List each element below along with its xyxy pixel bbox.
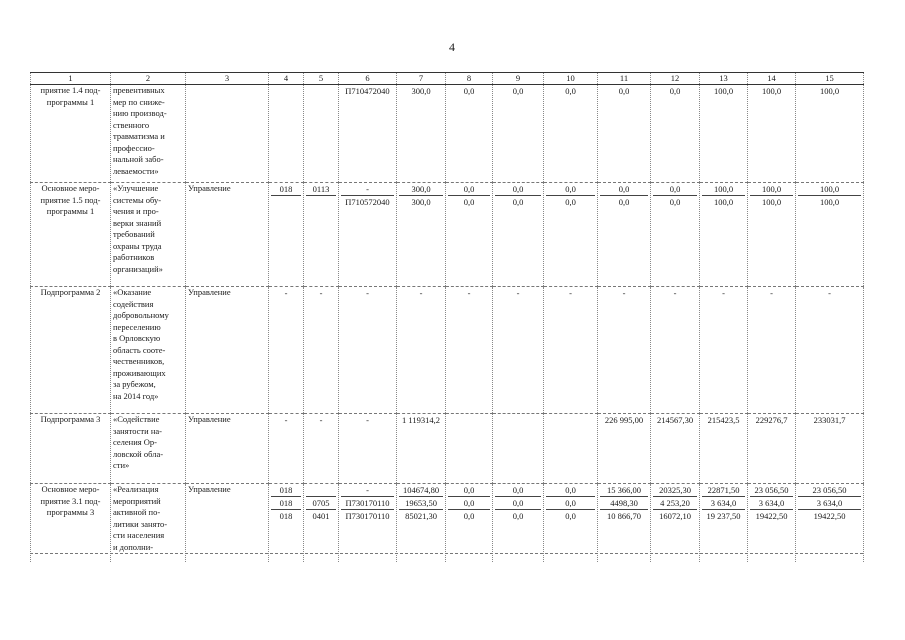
value-line: 23 056,50 — [750, 484, 793, 497]
data-table — [30, 72, 864, 562]
value-line — [271, 196, 301, 208]
value-cell — [339, 287, 397, 414]
value-line — [271, 85, 301, 97]
value-line: 0,0 — [463, 511, 475, 521]
value-line: - — [516, 288, 520, 298]
value-line: 10 866,70 — [607, 511, 641, 521]
value-cell — [339, 484, 397, 562]
column-header: 6 — [339, 73, 397, 85]
value-line: 0,0 — [495, 497, 541, 510]
column-header: 3 — [186, 73, 269, 85]
value-cell — [651, 414, 700, 484]
value-line: 4498,30 — [600, 497, 648, 510]
row-name: Основное меро- приятие 3.1 под- программы 3 — [31, 484, 111, 562]
value-line — [306, 484, 336, 497]
row-description: «Оказание содействия добровольному переселению в Орловскую область соотe- чественников, проживающих за рубежом, на 2014 год» — [111, 287, 186, 414]
value-line: 1 119314,2 — [402, 415, 440, 425]
value-line: 0,0 — [512, 86, 524, 96]
value-line: 19422,50 — [755, 511, 788, 521]
value-cell — [748, 414, 796, 484]
value-cell — [598, 85, 651, 183]
value-line: 23 056,50 — [798, 484, 861, 497]
value-line: П710572040 — [345, 197, 390, 207]
value-line: - — [284, 288, 288, 298]
value-cell — [397, 414, 446, 484]
value-line: 0,0 — [669, 197, 681, 207]
value-cell — [598, 484, 651, 562]
value-line: - — [341, 484, 394, 497]
column-header: 12 — [651, 73, 700, 85]
value-line: 100,0 — [713, 197, 734, 207]
table-row — [31, 484, 864, 562]
value-line: - — [366, 415, 369, 425]
row-description: «Улучшение системы обу- чения и про- верки знаний требований охраны труда работников организаций» — [111, 183, 186, 287]
value-line: 0,0 — [669, 86, 681, 96]
row-name: Подпрограмма 3 — [31, 414, 111, 484]
value-line — [306, 196, 336, 208]
value-line: - — [467, 288, 471, 298]
value-line: 226 995,00 — [604, 415, 644, 425]
value-line: 300,0 — [411, 86, 431, 96]
value-line: 19653,50 — [399, 497, 443, 510]
row-name: Подпрограмма 2 — [31, 287, 111, 414]
value-line: 19 237,50 — [706, 511, 741, 521]
row-executor: Управление — [186, 287, 269, 414]
value-line: 0,0 — [565, 511, 576, 521]
value-cell — [446, 287, 493, 414]
value-line: 0,0 — [463, 197, 475, 207]
row-name: приятие 1.4 под- программы 1 — [31, 85, 111, 183]
value-cell — [339, 85, 397, 183]
value-cell — [493, 287, 544, 414]
value-line: 100,0 — [798, 183, 861, 196]
value-cell — [544, 85, 598, 183]
value-cell — [544, 484, 598, 562]
value-line: - — [770, 288, 773, 298]
value-line: 0,0 — [512, 511, 524, 521]
value-cell — [493, 85, 544, 183]
value-cell — [446, 484, 493, 562]
value-line: 0,0 — [448, 484, 490, 497]
value-line: 0113 — [306, 183, 336, 196]
value-cell — [796, 414, 864, 484]
value-line: 0,0 — [600, 183, 648, 196]
value-cell — [339, 414, 397, 484]
value-cell — [339, 183, 397, 287]
column-header: 11 — [598, 73, 651, 85]
row-executor — [186, 85, 269, 183]
row-description: превентивных мер по сниже- нию производ- ственного травматизма и профессио- нальной забо- леваемости» — [111, 85, 186, 183]
value-cell — [700, 484, 748, 562]
value-line: П710472040 — [345, 86, 390, 96]
row-executor: Управление — [186, 414, 269, 484]
value-line: 4 253,20 — [653, 497, 697, 510]
column-header: 9 — [493, 73, 544, 85]
value-line: 300,0 — [411, 197, 431, 207]
row-executor: Управление — [186, 484, 269, 562]
value-line: 0,0 — [546, 183, 595, 196]
value-line — [306, 85, 336, 97]
value-cell — [651, 484, 700, 562]
value-line: - — [366, 288, 369, 298]
value-cell — [397, 85, 446, 183]
value-line: 0,0 — [463, 86, 475, 96]
value-line: 018 — [271, 497, 301, 510]
value-cell — [269, 414, 304, 484]
value-cell — [269, 183, 304, 287]
column-header: 10 — [544, 73, 598, 85]
table-bottom-border — [30, 553, 863, 554]
value-line: - — [319, 288, 323, 298]
value-line: 100,0 — [819, 197, 840, 207]
value-cell — [269, 85, 304, 183]
value-cell — [796, 484, 864, 562]
value-cell — [269, 287, 304, 414]
column-header: 8 — [446, 73, 493, 85]
value-cell — [397, 484, 446, 562]
value-cell — [796, 183, 864, 287]
value-line: 018 — [279, 511, 293, 521]
column-header: 2 — [111, 73, 186, 85]
value-line: - — [319, 415, 323, 425]
value-line: 0,0 — [565, 197, 576, 207]
value-cell — [651, 287, 700, 414]
value-line: 100,0 — [750, 183, 793, 196]
value-cell — [700, 183, 748, 287]
value-cell — [304, 183, 339, 287]
value-line: П730170110 — [345, 511, 390, 521]
value-line: 16072,10 — [659, 511, 691, 521]
value-line: 229276,7 — [755, 415, 788, 425]
value-line: 233031,7 — [813, 415, 846, 425]
table-row — [31, 85, 864, 183]
value-line: 100,0 — [702, 183, 745, 196]
value-cell — [446, 183, 493, 287]
value-cell — [700, 414, 748, 484]
column-header: 1 — [31, 73, 111, 85]
value-cell — [304, 85, 339, 183]
value-line: 0705 — [306, 497, 336, 510]
value-line: - — [828, 288, 831, 298]
value-cell — [269, 484, 304, 562]
row-executor: Управление — [186, 183, 269, 287]
value-cell — [493, 414, 544, 484]
value-cell — [700, 85, 748, 183]
value-cell — [796, 85, 864, 183]
value-cell — [304, 287, 339, 414]
value-line: 0,0 — [495, 484, 541, 497]
value-line: 0,0 — [618, 86, 630, 96]
value-line: - — [673, 288, 677, 298]
value-line: 104674,80 — [399, 484, 443, 497]
value-cell — [544, 287, 598, 414]
value-line — [448, 414, 490, 426]
value-line — [495, 414, 541, 426]
column-header: 5 — [304, 73, 339, 85]
value-line: 100,0 — [761, 197, 782, 207]
value-line: 0401 — [312, 511, 330, 521]
value-line: 214567,30 — [656, 415, 694, 425]
value-line: 100,0 — [713, 86, 734, 96]
value-line: 0,0 — [653, 183, 697, 196]
page-number: 4 — [449, 40, 455, 54]
value-line: 3 634,0 — [798, 497, 861, 510]
value-line: - — [722, 288, 725, 298]
column-header: 15 — [796, 73, 864, 85]
header-row — [31, 73, 864, 85]
value-line: - — [569, 288, 572, 298]
value-cell — [446, 85, 493, 183]
table-row — [31, 287, 864, 414]
value-cell — [544, 414, 598, 484]
table-row — [31, 414, 864, 484]
value-cell — [651, 183, 700, 287]
value-line: 0,0 — [546, 497, 595, 510]
value-cell — [748, 287, 796, 414]
value-cell — [598, 287, 651, 414]
row-description: «Содействие занятости на- селения Ор- ловской обла- сти» — [111, 414, 186, 484]
value-line: 85021,30 — [405, 511, 437, 521]
value-line: 19422,50 — [813, 511, 846, 521]
value-cell — [598, 183, 651, 287]
value-line: 215423,5 — [707, 415, 740, 425]
column-header: 14 — [748, 73, 796, 85]
value-cell — [493, 484, 544, 562]
column-header: 7 — [397, 73, 446, 85]
value-line: П730170110 — [341, 497, 394, 510]
value-line: 0,0 — [546, 484, 595, 497]
value-line: 0,0 — [512, 197, 524, 207]
value-line: 22871,50 — [702, 484, 745, 497]
column-header: 4 — [269, 73, 304, 85]
row-name: Основное меро- приятие 1.5 под- программы 1 — [31, 183, 111, 287]
value-line: 0,0 — [495, 183, 541, 196]
value-line: 0,0 — [565, 86, 576, 96]
value-line: 0,0 — [448, 183, 490, 196]
value-cell — [748, 484, 796, 562]
value-line: - — [284, 415, 288, 425]
value-line: - — [419, 288, 423, 298]
value-line: 20325,30 — [653, 484, 697, 497]
value-cell — [493, 183, 544, 287]
value-cell — [796, 287, 864, 414]
value-line: 300,0 — [399, 183, 443, 196]
value-cell — [748, 183, 796, 287]
table-row — [31, 183, 864, 287]
value-line: 15 366,00 — [600, 484, 648, 497]
row-description: «Реализация мероприятий активной по- литики занято- сти населения и дополни- — [111, 484, 186, 562]
value-line: 3 634,0 — [702, 497, 745, 510]
value-line: - — [622, 288, 626, 298]
value-cell — [304, 484, 339, 562]
value-line: 100,0 — [761, 86, 782, 96]
value-cell — [397, 287, 446, 414]
value-cell — [700, 287, 748, 414]
value-line — [546, 414, 595, 426]
value-line: 0,0 — [618, 197, 630, 207]
value-line: 3 634,0 — [750, 497, 793, 510]
value-cell — [544, 183, 598, 287]
value-line: 100,0 — [819, 86, 840, 96]
value-line: 018 — [271, 183, 301, 196]
value-cell — [748, 85, 796, 183]
value-cell — [446, 414, 493, 484]
value-line: 018 — [271, 484, 301, 497]
value-cell — [598, 414, 651, 484]
value-line: 0,0 — [448, 497, 490, 510]
column-header: 13 — [700, 73, 748, 85]
value-cell — [304, 414, 339, 484]
value-cell — [651, 85, 700, 183]
value-line: - — [341, 183, 394, 196]
value-cell — [397, 183, 446, 287]
